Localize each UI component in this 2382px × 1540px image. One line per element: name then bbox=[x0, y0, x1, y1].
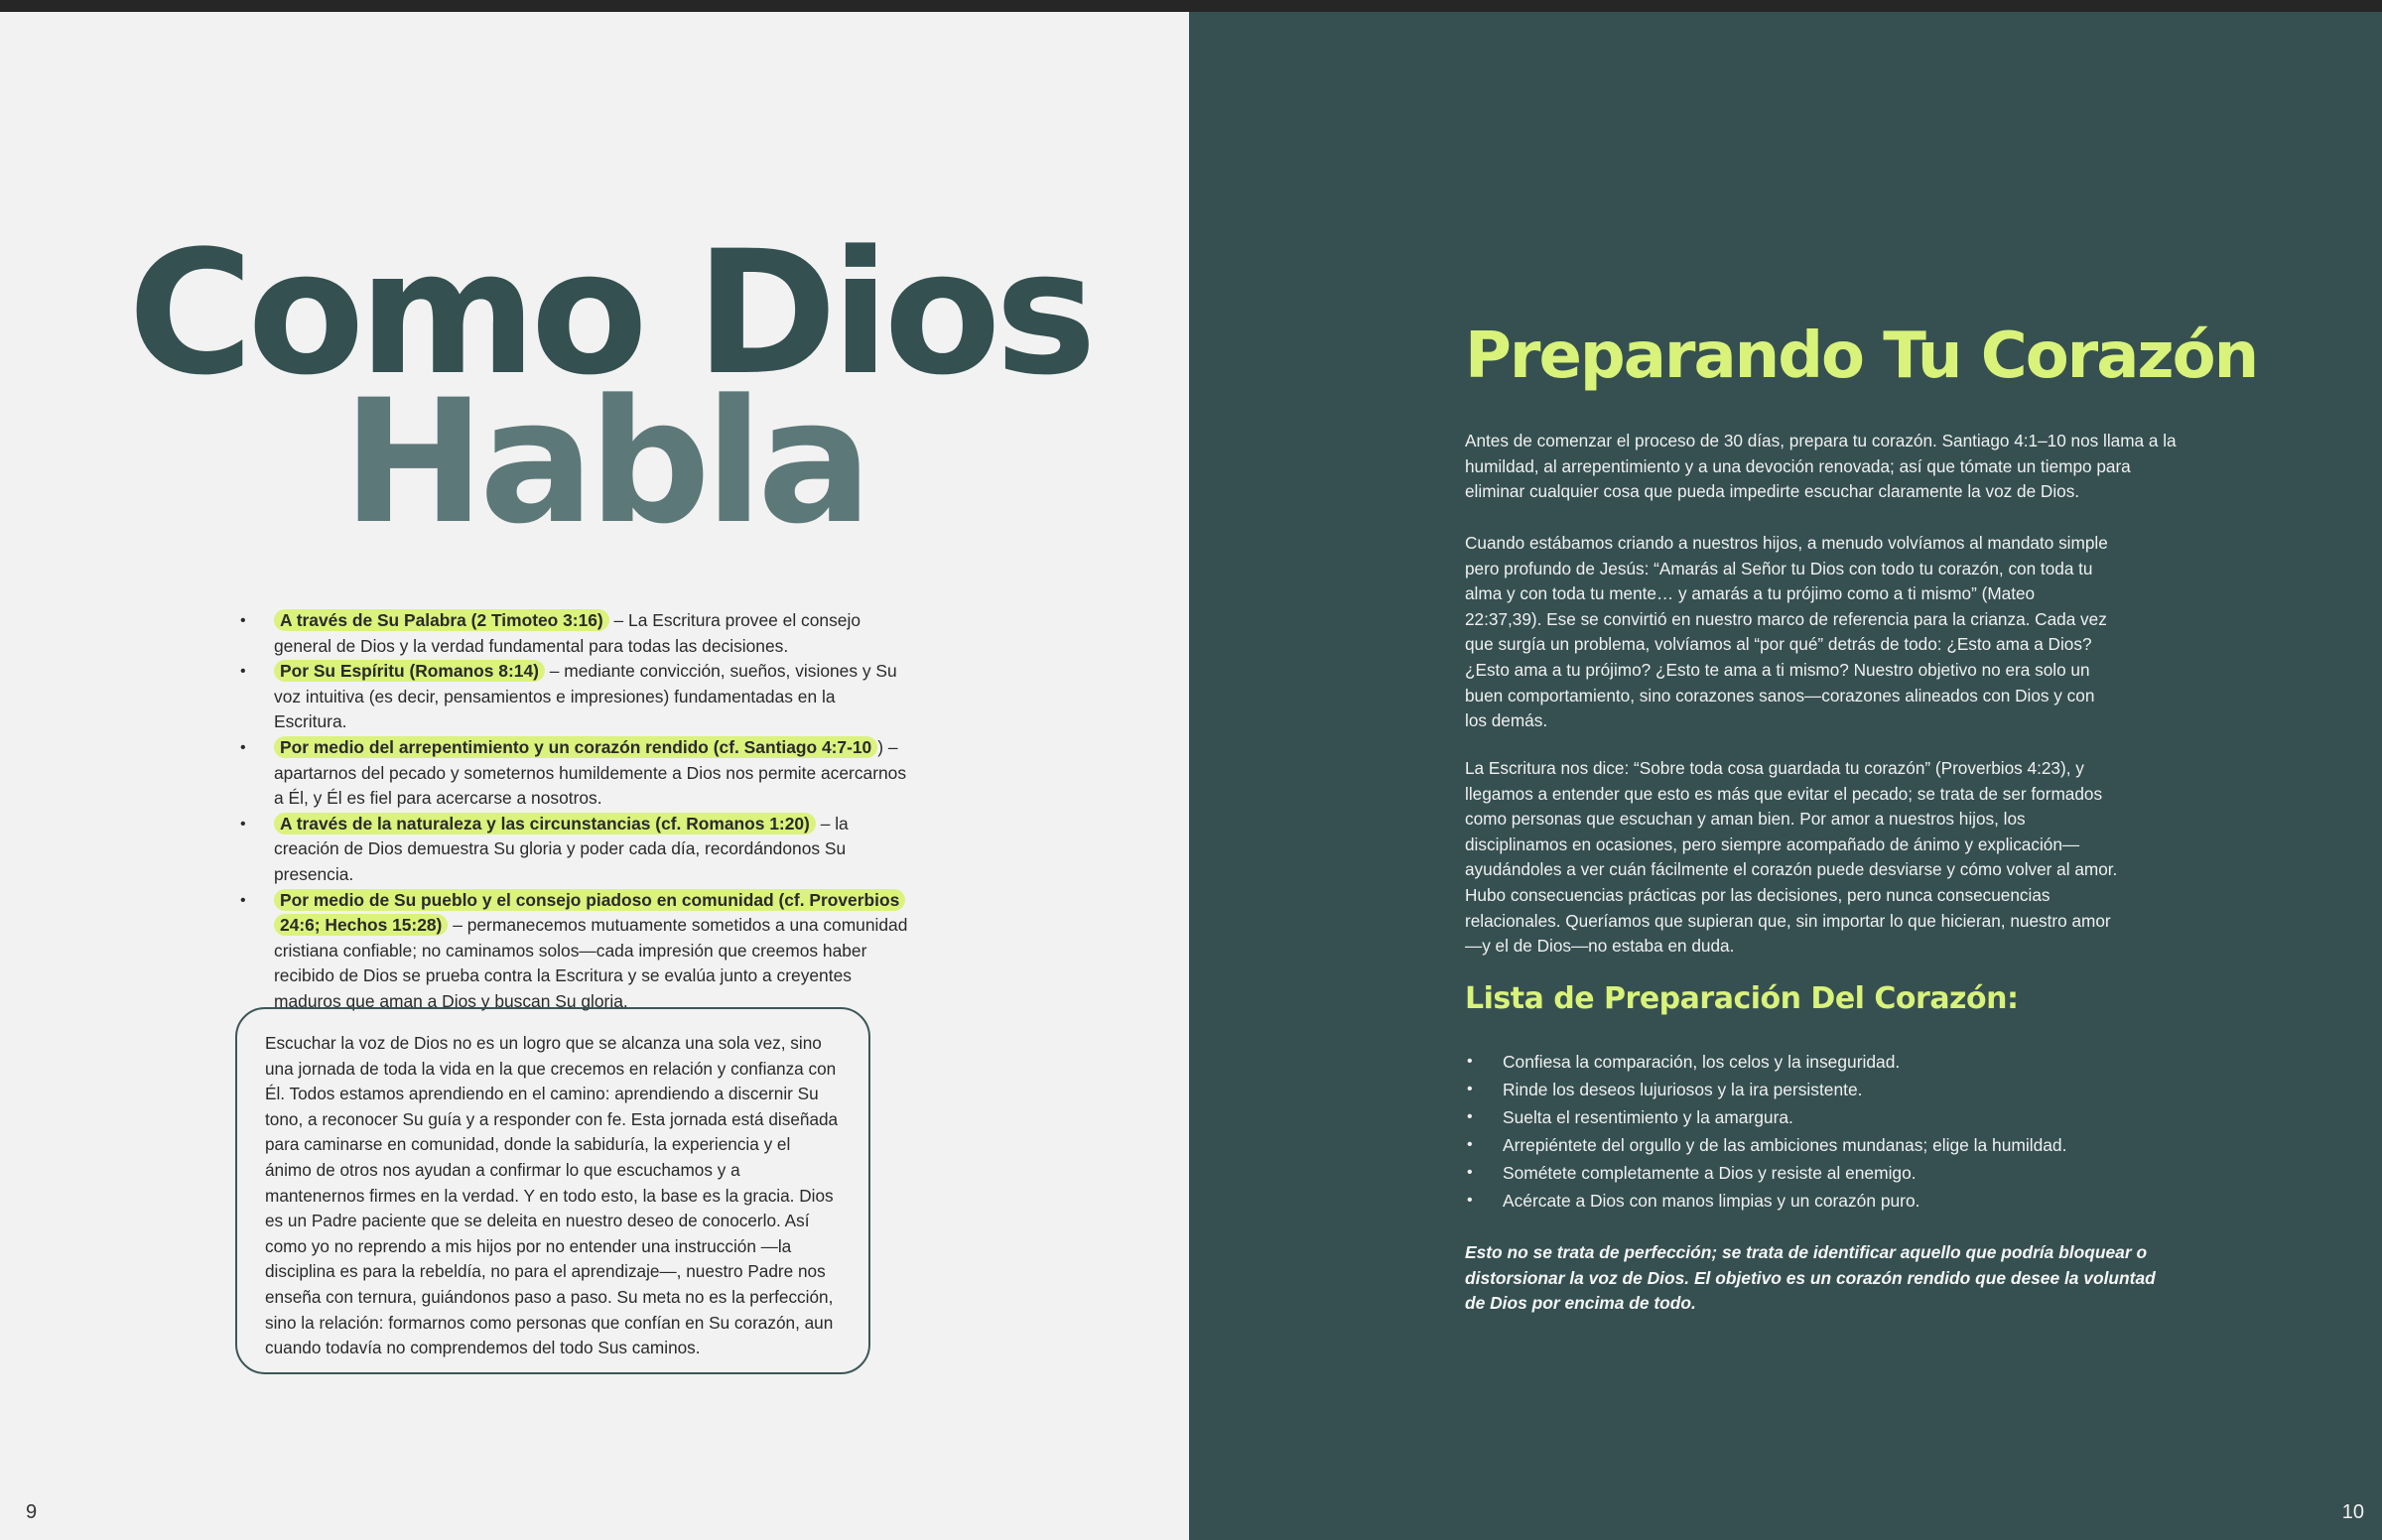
page-number-left: 9 bbox=[26, 1501, 38, 1523]
bullet-dot-icon: • bbox=[240, 612, 246, 629]
highlighted-heading: Por Su Espíritu (Romanos 8:14) bbox=[274, 660, 545, 682]
checklist-item-text: Arrepiéntete del orgullo y de las ambiciones mundanas; elige la humildad. bbox=[1503, 1135, 2067, 1155]
list-item-text: – La Escritura provee el consejo general de Dios y la verdad fundamental para todas las decisiones. bbox=[274, 610, 860, 656]
body-paragraph-3: La Escritura nos dice: “Sobre toda cosa guardada tu corazón” (Proverbios 4:23), y llegamos a entender que esto es más que evitar el pecado; se trata de ser formados como personas que escuchan y aman bien. Por amor a nuestros hijos, los disciplinamos en ocasiones, pero siempre acompañado de ánimo y explicación—ayudándoles a ver cuán fácilmente el corazón puede desviarse y cómo volver al amor. Hubo consecuencias prácticas por las decisiones, pero nunca consecuencias relacionales. Queríamos que supieran que, sin importar lo que hicieran, nuestro amor—y el de Dios—no estaba en duda. bbox=[1465, 758, 2118, 957]
checklist-item-text: Confiesa la comparación, los celos y la inseguridad. bbox=[1503, 1052, 1901, 1072]
intro-paragraph: Antes de comenzar el proceso de 30 días, prepara tu corazón. Santiago 4:1–10 nos llama a la humildad, al arrepentimiento y a una devoción renovada; así que tómate un tiempo para eliminar cualquier cosa que pueda impedirte escuchar claramente la voz de Dios. bbox=[1465, 431, 2177, 502]
body-paragraph-2: Cuando estábamos criando a nuestros hijos, a menudo volvíamos al mandato simple pero profundo de Jesús: “Amarás al Señor tu Dios con todo tu corazón, con toda tu alma y con toda tu mente… y amarás a tu prójimo como a ti mismo” (Mateo 22:37,39). Ese se convirtió en nuestro marco de referencia para la crianza. Cada vez que surgía un problema, volvíamos al “por qué” detrás de todo: ¿Esto ama a Dios? ¿Esto ama a tu prójimo? ¿Esto te ama a ti mismo? Nuestro objetivo no era solo un buen comportamiento, sino corazones sanos—corazones alineados con Dios y con los demás. bbox=[1465, 533, 2108, 731]
callout-box bbox=[235, 1007, 870, 1374]
list-item bbox=[236, 812, 911, 888]
closing-note: Esto no se trata de perfección; se trata de identificar aquello que podría bloquear o distorsionar la voz de Dios. El objetivo es un corazón rendido que desee la voluntad de Dios por encima de todo. bbox=[1465, 1242, 2156, 1314]
list-item-text: – permanecemos mutuamente sometidos a una comunidad cristiana confiable; no caminamos solos—cada impresión que creemos haber recibido de Dios se prueba contra la Escritura y se evalúa junto a creyentes maduros que aman a Dios y buscan Su gloria. bbox=[274, 915, 908, 1011]
checklist-item-text: Rinde los deseos lujuriosos y la ira persistente. bbox=[1503, 1080, 1863, 1099]
list-item bbox=[236, 888, 911, 1015]
list-item bbox=[236, 735, 911, 812]
checklist-item-text: Suelta el resentimiento y la amargura. bbox=[1503, 1107, 1793, 1127]
checklist-item bbox=[1465, 1048, 2066, 1076]
heart-preparation-checklist bbox=[1465, 1048, 2066, 1215]
list-item-text: – mediante convicción, sueños, visiones y Su voz intuitiva (es decir, pensamientos e impresiones) fundamentadas en la Escritura. bbox=[274, 661, 897, 732]
checklist-item-text: Acércate a Dios con manos limpias y un corazón puro. bbox=[1503, 1191, 1920, 1211]
checklist-title: Lista de Preparación Del Corazón: bbox=[1465, 981, 2019, 1016]
list-item bbox=[236, 608, 911, 659]
list-item-text: – la creación de Dios demuestra Su gloria y poder cada día, recordándonos Su presencia. bbox=[274, 813, 849, 884]
page-number-right: 10 bbox=[2341, 1501, 2364, 1523]
highlighted-heading: Por medio del arrepentimiento y un corazón rendido (cf. Santiago 4:7-10 bbox=[274, 736, 877, 758]
left-page bbox=[0, 12, 1189, 1540]
bullet-dot-icon: • bbox=[1467, 1164, 1473, 1181]
checklist-item bbox=[1465, 1076, 2066, 1103]
list-item-text: ) – apartarnos del pecado y someternos humildemente a Dios nos permite acercarnos a Él, y Él es fiel para acercarse a nosotros. bbox=[274, 736, 907, 809]
bullet-dot-icon: • bbox=[1467, 1108, 1473, 1125]
bullet-dot-icon: • bbox=[240, 815, 246, 833]
checklist-item bbox=[1465, 1159, 2066, 1187]
bullet-dot-icon: • bbox=[1467, 1053, 1473, 1070]
bullet-dot-icon: • bbox=[1467, 1192, 1473, 1209]
section-title: Preparando Tu Corazón bbox=[1465, 320, 2258, 393]
page-title-line1: Como Dios bbox=[128, 213, 1091, 413]
viewer-top-bar bbox=[0, 0, 2382, 12]
bullet-dot-icon: • bbox=[240, 891, 246, 909]
checklist-item bbox=[1465, 1103, 2066, 1131]
checklist-item-text: Sométete completamente a Dios y resiste al enemigo. bbox=[1503, 1163, 1917, 1183]
bullet-dot-icon: • bbox=[240, 738, 246, 756]
ways-god-speaks-list bbox=[236, 608, 911, 1015]
bullet-dot-icon: • bbox=[1467, 1136, 1473, 1153]
page-title-line2: Habla bbox=[341, 362, 867, 562]
highlighted-heading: Por medio de Su pueblo y el consejo piadoso en comunidad (cf. Proverbios 24:6; Hechos 15:28) bbox=[274, 889, 905, 937]
bullet-dot-icon: • bbox=[1467, 1081, 1473, 1097]
checklist-item bbox=[1465, 1187, 2066, 1215]
right-page bbox=[1189, 12, 2382, 1540]
highlighted-heading: A través de Su Palabra (2 Timoteo 3:16) bbox=[274, 609, 609, 631]
callout-text: Escuchar la voz de Dios no es un logro que se alcanza una sola vez, sino una jornada de toda la vida en la que crecemos en relación y confianza con Él. Todos estamos aprendiendo en el camino: aprendiendo a discernir Su tono, a reconocer Su guía y a responder con fe. Esta jornada está diseñada para caminarse en comunidad, donde la sabiduría, la experiencia y el ánimo de otros nos ayudan a confirmar lo que escuchamos y a mantenernos firmes en la verdad. Y en todo esto, la base es la gracia. Dios es un Padre paciente que se deleita en nuestro deseo de conocerlo. Así como yo no reprendo a mis hijos por no entender una instrucción —la disciplina es para la rebeldía, no para el aprendizaje—, nuestro Padre nos enseña con ternura, guiándonos paso a paso. Su meta no es la perfección, sino la relación: formarnos como personas que confían en Su corazón, aun cuando todavía no comprendemos del todo Sus caminos. bbox=[265, 1033, 839, 1358]
highlighted-heading: A través de la naturaleza y las circunstancias (cf. Romanos 1:20) bbox=[274, 813, 816, 834]
bullet-dot-icon: • bbox=[240, 663, 246, 681]
list-item bbox=[236, 659, 911, 735]
checklist-item bbox=[1465, 1131, 2066, 1159]
